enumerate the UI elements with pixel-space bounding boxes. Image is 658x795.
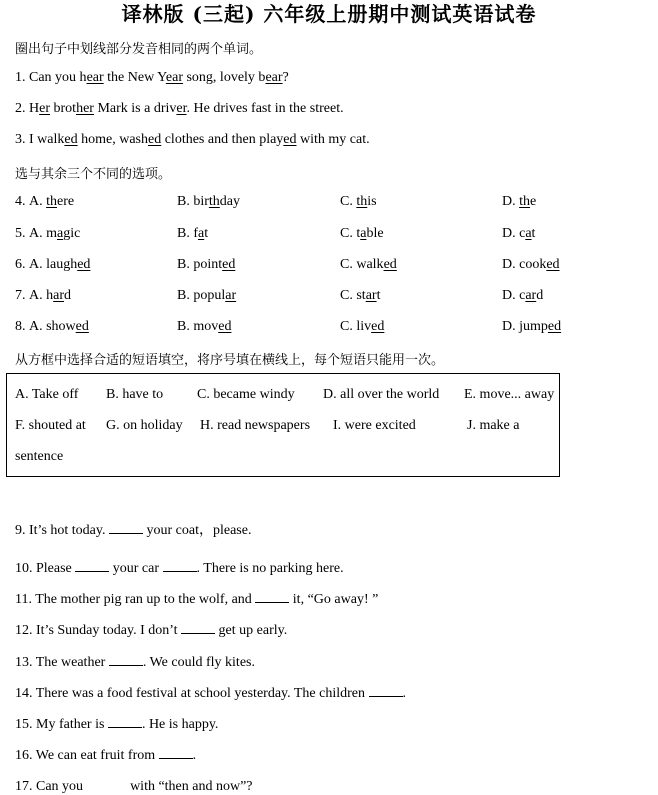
underlined-segment: a — [198, 226, 205, 241]
text-segment: t — [531, 226, 536, 241]
underlined-segment: ed — [77, 257, 91, 272]
question-line — [15, 101, 344, 117]
text-segment: . He drives fast in the street. — [186, 101, 344, 116]
text-segment: D. c — [502, 226, 526, 241]
underlined-segment: ear — [265, 70, 283, 85]
choice-option[interactable] — [29, 319, 89, 335]
text-segment: A. m — [29, 226, 57, 241]
text-segment: ere — [57, 194, 75, 209]
choice-option[interactable] — [502, 319, 561, 335]
phrase-option: G. on holiday — [106, 418, 183, 433]
text-segment: 9. It’s hot today. — [15, 523, 109, 538]
answer-blank[interactable] — [109, 532, 143, 534]
text-segment: A. h — [29, 288, 54, 303]
phrase-option: F. shouted at — [15, 418, 86, 433]
choice-option[interactable] — [340, 288, 380, 304]
phrase-option: B. have to — [106, 387, 164, 402]
underlined-segment: ed — [371, 319, 385, 334]
text-segment: C. st — [340, 288, 366, 303]
choice-option[interactable] — [29, 194, 74, 210]
underlined-segment: er — [39, 101, 51, 116]
fill-question — [15, 561, 344, 577]
answer-blank[interactable] — [255, 601, 289, 603]
underlined-segment: ear — [165, 70, 183, 85]
text-segment: 1. Can you h — [15, 70, 87, 85]
underlined-segment: ar — [53, 288, 65, 303]
text-segment: . — [402, 686, 407, 701]
text-segment: ? — [282, 70, 289, 85]
choice-option[interactable] — [340, 257, 397, 273]
fill-question — [15, 623, 287, 639]
text-segment: B. bir — [177, 194, 209, 209]
text-segment: . There is no parking here. — [196, 561, 344, 576]
text-segment: C. liv — [340, 319, 372, 334]
underlined-segment: ed — [218, 319, 232, 334]
section3-instruction: 从方框中选择合适的短语填空，将序号填在横线上，每个短语只能用一次。 — [15, 353, 445, 368]
phrase-option: H. read newspapers — [200, 418, 311, 433]
answer-blank[interactable] — [75, 570, 109, 572]
text-segment: brot — [50, 101, 77, 116]
text-segment: D. jump — [502, 319, 548, 334]
text-segment: 16. We can eat fruit from — [15, 748, 159, 763]
text-segment: C. t — [340, 226, 361, 241]
underlined-segment: ed — [546, 257, 560, 272]
text-segment: the New Y — [103, 70, 166, 85]
underlined-segment: ed — [75, 319, 89, 334]
text-segment: B. mov — [177, 319, 219, 334]
text-segment: 17. Can you — [15, 779, 87, 794]
answer-blank[interactable] — [181, 632, 215, 634]
choice-option[interactable] — [340, 319, 384, 335]
text-segment: 11. The mother pig ran up to the wolf, and — [15, 592, 256, 607]
underlined-segment: th — [519, 194, 531, 209]
underlined-segment: er — [176, 101, 187, 116]
underlined-segment: ar — [365, 288, 377, 303]
underlined-segment: th — [46, 194, 58, 209]
text-segment: . — [192, 748, 197, 763]
text-segment: is — [367, 194, 377, 209]
text-segment: clothes and then play — [161, 132, 284, 147]
underlined-segment: ed — [222, 257, 236, 272]
underlined-segment: a — [525, 226, 532, 241]
text-segment: d — [64, 288, 72, 303]
question-number: 5. — [15, 226, 26, 241]
text-segment: your coat，please. — [142, 523, 252, 538]
text-segment: D. c — [502, 288, 526, 303]
fill-question — [15, 592, 378, 608]
underlined-segment: ed — [547, 319, 562, 334]
text-segment: song, lovely b — [182, 70, 266, 85]
phrase-option-continued: sentence — [15, 449, 64, 464]
text-segment: get up early. — [215, 623, 288, 638]
fill-question — [15, 748, 196, 764]
text-segment: B. point — [177, 257, 223, 272]
phrase-option: D. all over the world — [323, 387, 440, 402]
fill-question — [15, 655, 255, 671]
question-number: 6. — [15, 257, 26, 272]
text-segment: day — [219, 194, 240, 209]
choice-option[interactable] — [29, 226, 80, 242]
underlined-segment: ed — [383, 257, 397, 272]
choice-option[interactable] — [177, 319, 231, 335]
answer-blank[interactable] — [369, 695, 403, 697]
underlined-segment: ear — [86, 70, 104, 85]
text-segment: D. — [502, 194, 520, 209]
choice-option[interactable] — [340, 194, 377, 210]
text-segment: B. f — [177, 226, 198, 241]
text-segment: it, “Go away! ” — [289, 592, 379, 607]
choice-option[interactable] — [502, 288, 543, 304]
text-segment: t — [376, 288, 381, 303]
underlined-segment: ar — [225, 288, 237, 303]
text-segment: A. laugh — [29, 257, 78, 272]
choice-option[interactable] — [29, 257, 90, 273]
fill-question — [15, 779, 253, 795]
text-segment: Mark is a driv — [93, 101, 177, 116]
text-segment: e — [530, 194, 537, 209]
text-segment: 10. Please — [15, 561, 76, 576]
choice-option[interactable] — [340, 226, 384, 242]
section2-instruction: 选与其余三个不同的选项。 — [15, 167, 172, 182]
underlined-segment: th — [208, 194, 220, 209]
text-segment: your car — [109, 561, 163, 576]
choice-option[interactable] — [502, 194, 536, 210]
text-segment: . We could fly kites. — [142, 655, 255, 670]
underlined-segment: ed — [64, 132, 78, 147]
text-segment: d — [536, 288, 544, 303]
question-number: 8. — [15, 319, 26, 334]
section1-instruction: 圈出句子中划线部分发音相同的两个单词。 — [15, 42, 263, 57]
text-segment: with my cat. — [296, 132, 370, 147]
phrase-option: A. Take off — [15, 387, 79, 402]
text-segment: 15. My father is — [15, 717, 108, 732]
text-segment: . He is happy. — [141, 717, 219, 732]
underlined-segment: a — [57, 226, 64, 241]
phrase-option: I. were excited — [333, 418, 416, 433]
text-segment: 12. It’s Sunday today. I don’t — [15, 623, 182, 638]
answer-blank[interactable] — [163, 570, 197, 572]
text-segment: t — [204, 226, 209, 241]
answer-blank[interactable] — [108, 726, 142, 728]
choice-option[interactable] — [177, 257, 235, 273]
choice-option[interactable] — [177, 226, 208, 242]
question-number: 7. — [15, 288, 26, 303]
fill-question — [15, 717, 218, 733]
question-line — [15, 70, 289, 86]
underlined-segment: ed — [148, 132, 162, 147]
text-segment: D. cook — [502, 257, 547, 272]
question-line — [15, 132, 370, 148]
text-segment: gic — [63, 226, 81, 241]
text-segment: C. — [340, 194, 357, 209]
text-segment: 14. There was a food festival at school yesterday. The children — [15, 686, 369, 701]
underlined-segment: a — [360, 226, 367, 241]
text-segment: B. popul — [177, 288, 226, 303]
choice-option[interactable] — [177, 194, 240, 210]
text-segment: A. show — [29, 319, 76, 334]
text-segment: with “then and now”? — [126, 779, 253, 794]
text-segment: C. walk — [340, 257, 384, 272]
choice-option[interactable] — [29, 288, 71, 304]
phrase-option: J. make a — [467, 418, 520, 433]
fill-question — [15, 519, 251, 539]
underlined-segment: ed — [283, 132, 297, 147]
text-segment: 2. H — [15, 101, 40, 116]
page-title: 译林版 (三起) 六年级上册期中测试英语试卷 — [121, 2, 537, 26]
text-segment: ble — [366, 226, 384, 241]
underlined-segment: ar — [525, 288, 537, 303]
answer-blank[interactable] — [159, 757, 193, 759]
text-segment: 3. I walk — [15, 132, 65, 147]
phrase-option: E. move... away — [464, 387, 555, 402]
text-segment: home, wash — [77, 132, 148, 147]
underlined-segment: th — [356, 194, 368, 209]
text-segment: 13. The weather — [15, 655, 109, 670]
underlined-segment: her — [76, 101, 94, 116]
text-segment: A. — [29, 194, 47, 209]
phrase-option: C. became windy — [197, 387, 295, 402]
fill-question — [15, 686, 406, 702]
choice-option[interactable] — [502, 226, 535, 242]
question-number: 4. — [15, 194, 26, 209]
answer-blank[interactable] — [109, 664, 143, 666]
choice-option[interactable] — [177, 288, 236, 304]
choice-option[interactable] — [502, 257, 560, 273]
